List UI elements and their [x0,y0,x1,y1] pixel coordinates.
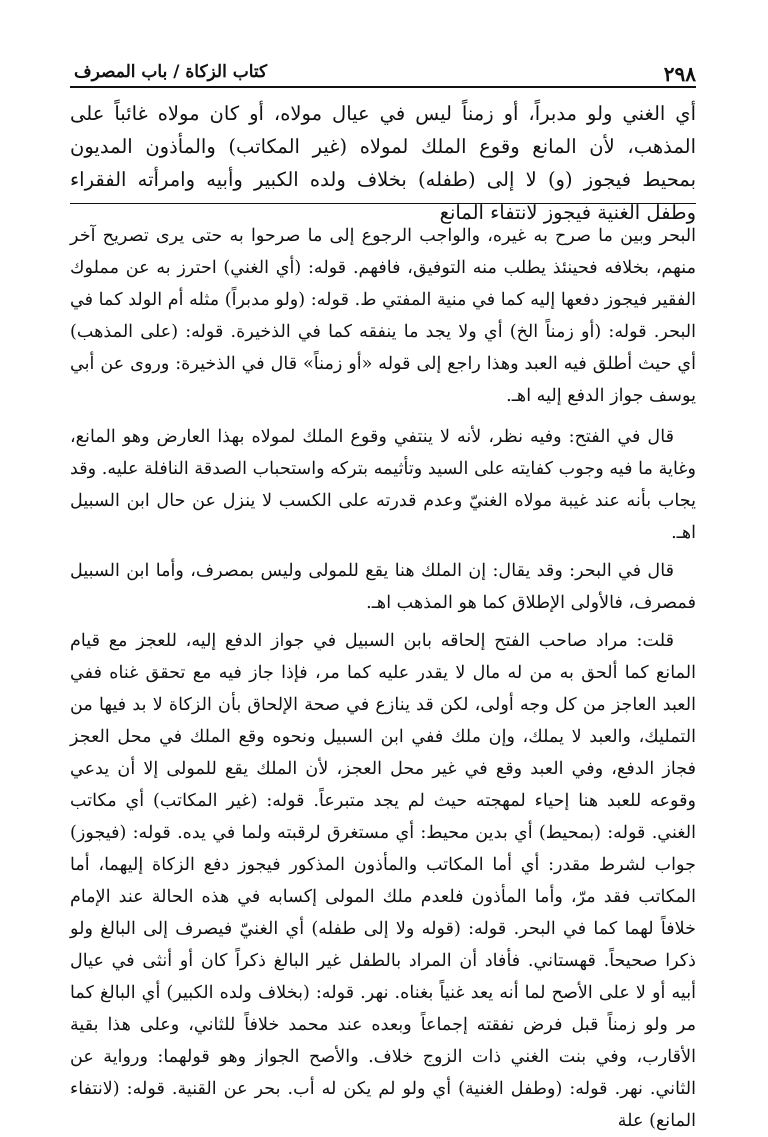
main-text-paragraph: أي الغني ولو مدبراً، أو زمناً ليس في عيال مولاه، أو كان مولاه غائباً على المذهب، لأن المانع وقوع الملك لمولاه (غير المكاتب) والمأذون المديون بمحيط فيجوز (و) لا إلى (طفله) بخلاف ولده الكبير وأبيه وامرأته الفقراء وطفل الغنية فيجوز لانتفاء المانع [70,102,696,224]
commentary-paragraph-3: قال في البحر: وقد يقال: إن الملك هنا يقع للمولى وليس بمصرف، وأما ابن السبيل فمصرف، فالأولى الإطلاق كما هو المذهب اهـ. [70,561,696,613]
page-number: ٢٩٨ [663,62,696,86]
commentary-paragraph-1: البحر وبين ما صرح به غيره، والواجب الرجوع إلى ما صرحوا به حتى يرى تصريح آخر منهم، بخلافه فحينئذ يطلب منه التوفيق، فافهم. قوله: (أي الغني) احترز به عن مملوك الفقير فيجوز دفعها إليه كما في منية المفتي ط. قوله: (ولو مدبراً) مثله أم الولد كما في البحر. قوله: (أو زمناً الخ) أي ولا يجد ما ينفقه كما في الذخيرة. قوله: (على المذهب) أي حيث أطلق فيه العبد وهذا راجع إلى قوله «أو زمناً» قال في الذخيرة: وروى عن أبي يوسف جواز الدفع إليه اهـ. [70,226,696,406]
text-separator-line [70,203,696,204]
commentary-block [70,220,696,1137]
page-header [70,62,696,88]
commentary-paragraph-4: قلت: مراد صاحب الفتح إلحاقه بابن السبيل في جواز الدفع إليه، للعجز مع قيام المانع كما ألحق به من له مال لا يقدر عليه كما مر، فإذا جاز فيه مع تحقق غناه ففي العبد العاجز من كل وجه أولى، لكن قد ينازع في صحة الإلحاق بأن الزكاة لا بد فيها من التمليك، والعبد لا يملك، وإن ملك ففي ابن السبيل ونحوه وقع الملك في محل العجز فجاز الدفع، وفي العبد وقع في غير محل العجز، لأن الملك يقع للمولى إلا أن يدعي وقوعه للعبد هنا إحياء لمهجته حيث لم يجد متبرعاً. قوله: (غير المكاتب) أي مكاتب الغني. قوله: (بمحيط) أي بدين محيط: أي مستغرق لرقبته ولما في يده. قوله: (فيجوز) جواب لشرط مقدر: أي أما المكاتب والمأذون المذكور فيجوز دفع الزكاة إليهما، أما المكاتب فقد مرّ، وأما المأذون فلعدم ملك المولى إكسابه في هذه الحالة عند الإمام خلافاً لهما كما في البحر. قوله: (قوله ولا إلى طفله) أي الغنيّ فيصرف إلى البالغ ولو ذكرا صحيحاً. قهستاني. فأفاد أن المراد بالطفل غير البالغ ذكراً كان أو أنثى في عيال أبيه أو لا على الأصح لما أنه يعد غنياً بغناه. نهر. قوله: (بخلاف ولده الكبير) أي البالغ كما مر ولو زمناً قبل فرض نفقته إجماعاً وبعده عند محمد خلافاً للثاني، وعلى هذا بقية الأقارب، وفي بنت الغني ذات الزوج خلاف. والأصح الجواز وهو قولهما: ورواية عن الثاني. نهر. قوله: (وطفل الغنية) أي ولو لم يكن له أب. بحر عن القنية. قوله: (لانتفاء المانع) علة [70,631,696,1131]
running-title: كتاب الزكاة / باب المصرف [74,62,268,82]
main-text-block [70,97,696,229]
commentary-paragraph-2: قال في الفتح: وفيه نظر، لأنه لا ينتفي وقوع الملك لمولاه بهذا العارض وهو المانع، وغاية ما فيه وجوب كفايته على السيد وتأثيمه بتركه واستحباب الصدقة النافلة عليه. وقد يجاب بأنه عند غيبة مولاه الغنيّ وعدم قدرته على الكسب لا ينزل عن حال ابن السبيل اهـ. [70,427,696,543]
